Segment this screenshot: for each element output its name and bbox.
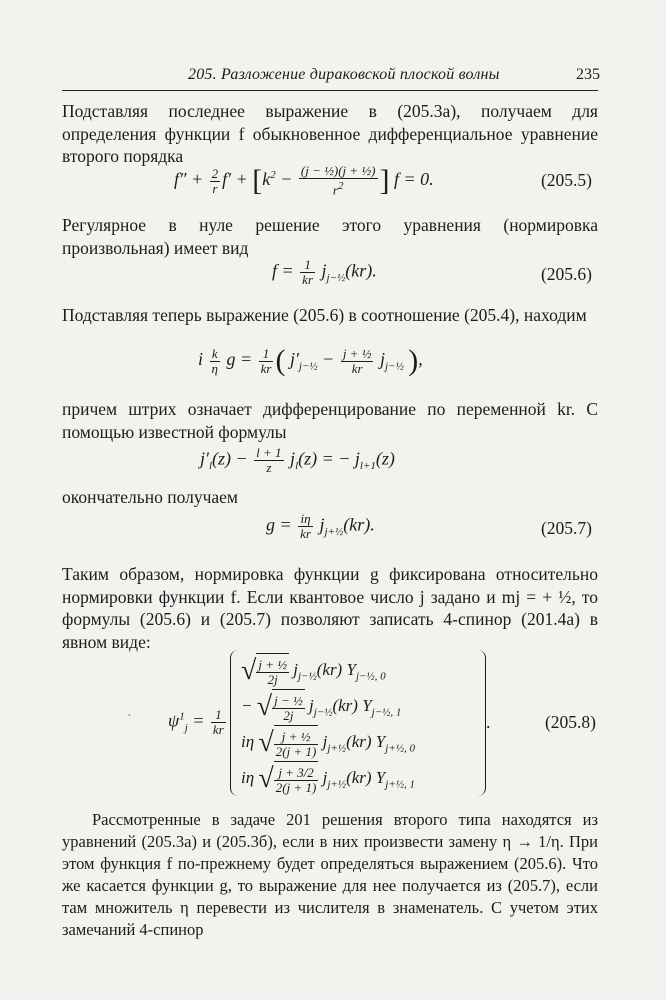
equation-intermediate	[62, 344, 598, 384]
paragraph-2: Регулярное в нуле решение этого уравнения (нормировка произвольная) имеет вид	[62, 215, 598, 258]
equation-205-8-lhs: $\psi^1_j$ = $\frac{1}{kr}$	[168, 707, 224, 737]
equation-205-5	[62, 164, 598, 204]
paragraph-1: Подставляя последнее выражение в (205.3а), получаем для определения функции f обыкновенное дифференциальное уравнение второго порядка	[62, 101, 598, 166]
matrix-row: iη √ $\frac{\text{j + ½}}{2(j + 1)}$ $j_{j+\frac{1}{2}}(kr)$ $Y_{j+\frac{1}{2}, 0}$	[241, 724, 415, 760]
equation-intermediate-body: i $\frac{k}{\eta}$ g = $\frac{1}{kr}$ ( $j'_{j-\frac{1}{2}}$ − $\frac{\text{j + ½}}{kr}$ $j_{j-\frac{1}{2}}$ ),	[198, 344, 423, 377]
paragraph-6: Таким образом, нормировка функции g фиксирована относительно нормировки функции f. Если квантовое число j задано и mj = + ½, то формулы (205.6) и (205.7) позволяют записать 4-спинор (201.4а) в явном виде:	[62, 564, 598, 652]
paragraph-4: причем штрих означает дифференцирование по переменной kr. С помощью известной формулы	[62, 399, 598, 442]
equation-205-6	[62, 258, 598, 298]
equation-number: (205.8)	[544, 712, 596, 732]
running-header	[60, 66, 600, 88]
header-rule	[62, 90, 598, 91]
equation-number: (205.6)	[540, 264, 592, 284]
equation-205-7-body: g = $\frac{i\eta}{kr}$ $j_{j+\frac{1}{2}}(kr)$.	[266, 511, 375, 541]
equation-number: (205.5)	[540, 170, 592, 190]
equation-period: .	[486, 712, 491, 732]
equation-205-6-body: f = $\frac{1}{kr}$ $j_{j-\frac{1}{2}}(kr)$.	[272, 257, 377, 287]
equation-formula-body: $j'_l(z)$ − $\frac{l + 1}{z}$ $j_l(z)$ = − $j_{l+1}(z)$	[200, 445, 395, 475]
matrix-row: √ $\frac{\text{j + ½}}{2j}$ $j_{j-\frac{1}{2}}(kr)$ $Y_{j-\frac{1}{2}, 0}$	[241, 652, 386, 688]
matrix-row: iη √ $\frac{j + 3/2}{2(j + 1)}$ $j_{j+\frac{1}{2}}(kr)$ $Y_{j+\frac{1}{2}, 1}$	[241, 760, 415, 796]
equation-formula	[62, 446, 598, 486]
equation-205-5-body: f″ + $\frac{2}{r}$ $f' + [k^2$ − $\frac{\text{(j − ½)(j + ½)}}{r^2}$ ] f = 0.	[174, 163, 434, 198]
spinor-column-matrix	[230, 650, 486, 796]
margin-mark: ·	[127, 709, 132, 724]
paragraph-5: окончательно получаем	[62, 487, 238, 507]
matrix-row: − √ $\frac{\text{j − ½}}{2j}$ $j_{j-\frac{1}{2}}(kr)$ $Y_{j-\frac{1}{2}, 1}$	[241, 688, 401, 724]
equation-number: (205.7)	[540, 518, 592, 538]
equation-205-7	[62, 512, 598, 552]
running-title: 205. Разложение дираковской плоской волны	[188, 66, 500, 83]
paragraph-3: Подставляя теперь выражение (205.6) в соотношение (205.4), находим	[62, 305, 587, 325]
paragraph-7: Рассмотренные в задаче 201 решения второго типа находятся из уравнений (205.3а) и (205.3б), если в них произвести замену η → 1/η. При этом функция f по-прежнему будет определяться выражением (205.6). Что же касается функции g, то выражение для нее получается из (205.7), если там множитель η перевести из числителя в знаменатель. С учетом этих замечаний 4-спинор	[62, 810, 598, 939]
page-number: 235	[576, 66, 600, 83]
